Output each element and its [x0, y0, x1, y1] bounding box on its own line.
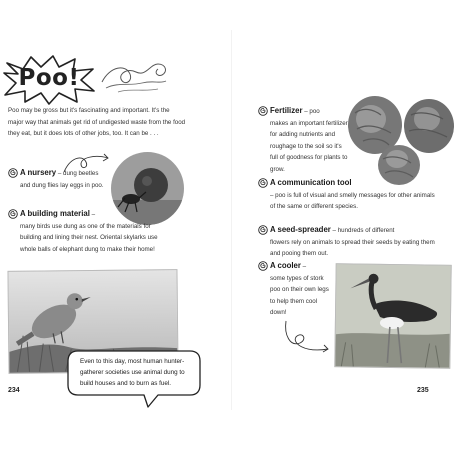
item-body: some types of stork poo on their own legs to help them cool down!: [270, 274, 329, 317]
spiral-bullet-icon: [258, 178, 268, 188]
spiral-bullet-icon: [258, 225, 268, 235]
speech-bubble-text: Even to this day, most human hunter-gatherer societies use animal dung to build houses and to burn as fuel.: [80, 358, 185, 387]
item-title: A building material: [20, 209, 90, 218]
list-item-building-material: [8, 206, 166, 255]
item-body: and dung flies lay eggs in poo.: [20, 181, 104, 189]
speech-bubble: [66, 349, 202, 409]
spiral-bullet-icon: [258, 106, 268, 116]
intro-paragraph: Poo may be gross but it's fascinating and important. It's the major way that animals get rid of undigested waste from the food they eat, but it does lots of other jobs, too. It can be . . .: [8, 107, 186, 138]
page-number-left: 234: [8, 387, 20, 394]
stork-photo: [334, 263, 451, 369]
spiral-bullet-icon: [8, 209, 18, 219]
item-desc: –: [300, 263, 307, 270]
item-desc: – dung beetles: [56, 170, 99, 177]
swirl-decoration-icon: [100, 56, 172, 96]
item-desc: – hundreds of different: [330, 227, 395, 234]
page-number-right: 235: [417, 387, 429, 394]
spiral-bullet-icon: [258, 261, 268, 271]
item-body: flowers rely on animals to spread their seeds by eating them and pooing them out.: [270, 238, 435, 258]
burst-title-text: Poo!: [18, 65, 80, 91]
item-title: A cooler: [270, 261, 301, 270]
list-item-cooler: [258, 258, 330, 319]
item-desc: – poo: [302, 108, 320, 115]
item-body: many birds use dung as one of the materials for building and lining their nest. Oriental skylarks use whole balls of elephant dung to make their home!: [20, 222, 158, 253]
list-item-fertilizer: [258, 103, 350, 176]
item-title: A nursery: [20, 168, 57, 177]
list-item-communication-tool: [258, 175, 436, 213]
dung-balls-photo: [347, 93, 457, 188]
item-title: Fertilizer: [270, 106, 303, 115]
curly-arrow-icon: [282, 317, 334, 357]
poo-burst-title: [3, 55, 95, 105]
item-desc: –: [89, 211, 96, 218]
list-item-seed-spreader: [258, 222, 438, 260]
item-body: – poo is full of visual and smelly messages for other animals of the same or different species.: [270, 191, 435, 211]
item-title: A communication tool: [270, 178, 352, 187]
item-title: A seed-spreader: [270, 225, 331, 234]
list-item-nursery: [8, 165, 110, 191]
spiral-bullet-icon: [8, 168, 18, 178]
item-body: makes an important fertilizer for adding nutrients and roughage to the soil so it's full of goodness for plants to grow.: [270, 119, 348, 173]
